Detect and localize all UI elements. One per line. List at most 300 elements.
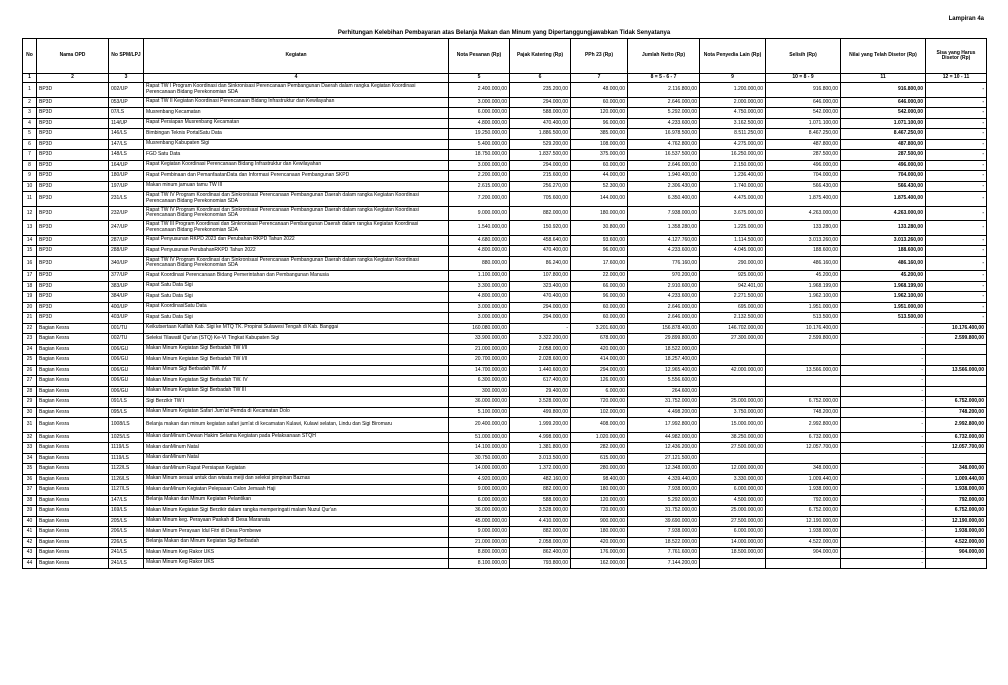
cell-selisih: 3.013.260,00 [766, 235, 841, 246]
table-row [23, 516, 987, 527]
header-cell: Selisih (Rp) [766, 39, 841, 74]
cell-sisa: - [926, 246, 987, 257]
cell-pph: 30.800,00 [571, 221, 628, 236]
cell-lain: 3.675.000,00 [700, 206, 766, 221]
cell-pajak: 2.058.000,00 [510, 537, 571, 548]
cell-sisa: - [926, 129, 987, 140]
cell-setor: 45.200,00 [841, 271, 926, 282]
cell-no: 20 [23, 302, 37, 313]
cell-pajak: 3.528.000,00 [510, 397, 571, 408]
cell-pph: 176.000,00 [571, 548, 628, 559]
cell-pph: 60.000,00 [571, 160, 628, 171]
cell-opd: Bagian Kesra [37, 558, 109, 569]
cell-setor: 3.013.260,00 [841, 235, 926, 246]
cell-lain: 1.740.000,00 [700, 181, 766, 192]
cell-opd: Bagian Kesra [37, 464, 109, 475]
cell-opd: Bagian Kesra [37, 407, 109, 418]
cell-setor: - [841, 386, 926, 397]
table-body [23, 83, 987, 569]
cell-sisa [926, 344, 987, 355]
cell-setor: - [841, 355, 926, 366]
cell-sisa: - [926, 171, 987, 182]
cell-pph: 144.000,00 [571, 192, 628, 207]
cell-lain: 1.225.000,00 [700, 221, 766, 236]
cell-spm: 002/UP [109, 83, 144, 98]
cell-setor: 566.430,00 [841, 181, 926, 192]
cell-nota: 6.000.000,00 [449, 108, 510, 119]
cell-no: 9 [23, 171, 37, 182]
header-cell: Nota Penyedia Lain (Rp) [700, 39, 766, 74]
cell-pph: 180.000,00 [571, 206, 628, 221]
cell-netto: 2.646.000,00 [628, 313, 700, 324]
cell-selisih: 1.875.400,00 [766, 192, 841, 207]
cell-no: 33 [23, 443, 37, 454]
cell-setor: - [841, 537, 926, 548]
cell-spm: 241/LS [109, 548, 144, 559]
cell-keg: Rapat KoordinasiSatu Data [144, 302, 449, 313]
cell-spm: 400/UP [109, 302, 144, 313]
table-row [23, 323, 987, 334]
cell-keg: Rapat TW I Program Koordinasi dan Sinkronisasi Perencanaan Pembangunan Daerah dalam rangka Kegiatan Koordinasi Perencanaan Bidang Perekonomian SDA [144, 83, 449, 98]
cell-netto: 27.121.500,00 [628, 453, 700, 464]
cell-nota: 8.100.000,00 [449, 558, 510, 569]
index-cell: 11 [841, 74, 926, 83]
cell-setor: 916.800,00 [841, 83, 926, 98]
cell-selisih: 916.800,00 [766, 83, 841, 98]
table-row [23, 271, 987, 282]
cell-netto: 16.978.500,00 [628, 129, 700, 140]
table-row [23, 355, 987, 366]
header-cell: Nama OPD [37, 39, 109, 74]
cell-opd: Bagian Kesra [37, 453, 109, 464]
cell-lain: 925.000,00 [700, 271, 766, 282]
cell-keg: Belanja Makan dan Minum Kegiatan Sigi Berbadah [144, 537, 449, 548]
cell-netto: 2.646.000,00 [628, 302, 700, 313]
cell-nota: 5.100.000,00 [449, 407, 510, 418]
header-cell: Nota Pesanan (Rp) [449, 39, 510, 74]
table-row [23, 453, 987, 464]
header-cell: Kegiatan [144, 39, 449, 74]
cell-netto: 970.200,00 [628, 271, 700, 282]
table-row [23, 246, 987, 257]
cell-keg: Makan Minum Kegiatan Sigi Berzikir dalam rangka memperingati malam Nuzul Qur'an [144, 506, 449, 517]
cell-selisih: 45.200,00 [766, 271, 841, 282]
cell-lain: 4.045.000,00 [700, 246, 766, 257]
cell-lain: 2.000.000,00 [700, 97, 766, 108]
cell-sisa: 1.938.000,00 [926, 485, 987, 496]
cell-opd: Bagian Kesra [37, 548, 109, 559]
cell-spm: 053/UP [109, 97, 144, 108]
cell-selisih: 348.000,00 [766, 464, 841, 475]
cell-pajak: 470.400,00 [510, 246, 571, 257]
cell-nota: 14.700.000,00 [449, 365, 510, 376]
index-cell: 10 = 8 - 9 [766, 74, 841, 83]
cell-spm: 001/TU [109, 323, 144, 334]
cell-setor: 188.600,00 [841, 246, 926, 257]
cell-no: 14 [23, 235, 37, 246]
cell-setor: - [841, 418, 926, 433]
cell-spm: 231/LS [109, 192, 144, 207]
cell-netto: 16.537.500,00 [628, 150, 700, 161]
cell-opd: BP3D [37, 129, 109, 140]
cell-keg: Bimbingan Teknis PortalSatu Data [144, 129, 449, 140]
cell-nota: 36.000.000,00 [449, 506, 510, 517]
cell-sisa: - [926, 256, 987, 271]
cell-setor: - [841, 365, 926, 376]
table-row [23, 418, 987, 433]
cell-no: 3 [23, 108, 37, 119]
cell-selisih [766, 386, 841, 397]
cell-pph: 96.000,00 [571, 292, 628, 303]
cell-selisih [766, 558, 841, 569]
table-row [23, 432, 987, 443]
cell-netto: 2.646.000,00 [628, 97, 700, 108]
cell-selisih: 904.000,00 [766, 548, 841, 559]
cell-selisih [766, 344, 841, 355]
cell-nota: 2.200.000,00 [449, 171, 510, 182]
cell-selisih: 704.000,00 [766, 171, 841, 182]
cell-lain: 1.200.000,00 [700, 83, 766, 98]
table-row [23, 292, 987, 303]
cell-lain: 15.000.000,00 [700, 418, 766, 433]
cell-selisih: 1.009.440,00 [766, 474, 841, 485]
cell-pph: 282.000,00 [571, 443, 628, 454]
cell-lain: 695.000,00 [700, 302, 766, 313]
table-row [23, 344, 987, 355]
cell-netto: 4.339.440,00 [628, 474, 700, 485]
cell-pph: 420.000,00 [571, 344, 628, 355]
cell-opd: BP3D [37, 281, 109, 292]
cell-sisa: 2.992.800,00 [926, 418, 987, 433]
cell-spm: 095/LS [109, 407, 144, 418]
cell-spm: 1025/LS [109, 432, 144, 443]
cell-pph: 126.000,00 [571, 376, 628, 387]
cell-lain: 2.150.000,00 [700, 160, 766, 171]
table-row [23, 83, 987, 98]
cell-sisa: - [926, 97, 987, 108]
cell-netto: 4.127.760,00 [628, 235, 700, 246]
cell-setor: - [841, 527, 926, 538]
cell-setor: - [841, 453, 926, 464]
cell-setor: 4.263.000,00 [841, 206, 926, 221]
cell-pajak: 1.381.800,00 [510, 443, 571, 454]
cell-pph: 60.000,00 [571, 313, 628, 324]
cell-opd: BP3D [37, 181, 109, 192]
cell-pph: 120.000,00 [571, 495, 628, 506]
cell-nota: 7.200.000,00 [449, 192, 510, 207]
cell-keg: Musrenbang Kecamatan [144, 108, 449, 119]
cell-nota: 4.920.000,00 [449, 474, 510, 485]
index-cell: 3 [109, 74, 144, 83]
cell-netto: 2.116.800,00 [628, 83, 700, 98]
cell-lain: 6.000.000,00 [700, 527, 766, 538]
table-row [23, 527, 987, 538]
cell-selisih: 287.500,00 [766, 150, 841, 161]
cell-pajak: 3.322.200,00 [510, 334, 571, 345]
cell-opd: Bagian Kesra [37, 418, 109, 433]
cell-keg: Belanja Makan dan Minum Kegiatan Pelantikan [144, 495, 449, 506]
index-cell: 2 [37, 74, 109, 83]
cell-selisih [766, 376, 841, 387]
cell-selisih: 1.071.100,00 [766, 118, 841, 129]
cell-setor: - [841, 506, 926, 517]
cell-pph: 6.000,00 [571, 386, 628, 397]
cell-opd: BP3D [37, 256, 109, 271]
cell-nota: 2.400.000,00 [449, 83, 510, 98]
cell-nota: 160.080.000,00 [449, 323, 510, 334]
cell-nota: 3.000.000,00 [449, 313, 510, 324]
index-cell: 4 [144, 74, 449, 83]
cell-sisa [926, 453, 987, 464]
cell-selisih: 792.000,00 [766, 495, 841, 506]
cell-pajak: 793.800,00 [510, 558, 571, 569]
cell-keg: Rapat TW II Kegiatan Koordinasi Perencanaan Bidang Infrastruktur dan Kewilayahan [144, 97, 449, 108]
cell-no: 15 [23, 246, 37, 257]
cell-pajak: - [510, 323, 571, 334]
document-title: Perhitungan Kelebihan Pembayaran atas Belanja Makan dan Minum yang Dipertanggungjawabkan Tidak Senyatanya [337, 30, 671, 36]
cell-nota: 3.000.000,00 [449, 302, 510, 313]
cell-keg: Makan Minum Keg Rakor UKS [144, 548, 449, 559]
cell-pajak: 3.013.500,00 [510, 453, 571, 464]
cell-selisih: 1.938.000,00 [766, 485, 841, 496]
cell-no: 8 [23, 160, 37, 171]
header-cell: Jumlah Netto (Rp) [628, 39, 700, 74]
table-row [23, 139, 987, 150]
cell-opd: BP3D [37, 313, 109, 324]
index-cell: 5 [449, 74, 510, 83]
cell-sisa: - [926, 292, 987, 303]
index-cell: 9 [700, 74, 766, 83]
cell-setor: - [841, 464, 926, 475]
cell-no: 44 [23, 558, 37, 569]
cell-sisa: - [926, 235, 987, 246]
cell-keg: Makan danMinum Kegiatan Pelepasan Calon Jemaah Haji [144, 485, 449, 496]
cell-no: 41 [23, 527, 37, 538]
cell-no: 34 [23, 453, 37, 464]
table-header-row [23, 39, 987, 74]
cell-no: 42 [23, 537, 37, 548]
cell-netto: 1.358.280,00 [628, 221, 700, 236]
cell-pajak: 150.920,00 [510, 221, 571, 236]
cell-sisa: - [926, 192, 987, 207]
cell-spm: 146/LS [109, 129, 144, 140]
cell-spm: 006/GU [109, 355, 144, 366]
column-index-row [23, 74, 987, 83]
cell-selisih: 1.938.000,00 [766, 527, 841, 538]
cell-opd: Bagian Kesra [37, 355, 109, 366]
table-row [23, 171, 987, 182]
cell-lain: 8.511.250,00 [700, 129, 766, 140]
cell-pph: 280.000,00 [571, 464, 628, 475]
cell-selisih [766, 355, 841, 366]
table-row [23, 365, 987, 376]
cell-pph: 120.000,00 [571, 108, 628, 119]
cell-pajak: 3.528.000,00 [510, 506, 571, 517]
cell-setor: 704.000,00 [841, 171, 926, 182]
cell-nota: 1.540.000,00 [449, 221, 510, 236]
cell-lain: 3.162.500,00 [700, 118, 766, 129]
cell-nota: 4.800.000,00 [449, 118, 510, 129]
cell-opd: BP3D [37, 97, 109, 108]
cell-no: 4 [23, 118, 37, 129]
cell-opd: BP3D [37, 271, 109, 282]
cell-nota: 8.800.000,00 [449, 548, 510, 559]
cell-keg: Rapat TW IV Program Koordinasi dan Sinkronisasi Perencanaan Pembangunan Daerah dalam rangka Kegiatan Koordinasi Perencanaan Bidang Perekonomian SDA [144, 256, 449, 271]
cell-netto: 4.233.600,00 [628, 118, 700, 129]
cell-sisa: 748.200,00 [926, 407, 987, 418]
cell-sisa: 2.599.800,00 [926, 334, 987, 345]
cell-spm: 147/LS [109, 495, 144, 506]
cell-pph: 408.000,00 [571, 418, 628, 433]
cell-setor: - [841, 485, 926, 496]
cell-nota: 4.800.000,00 [449, 246, 510, 257]
cell-pajak: 882.000,00 [510, 485, 571, 496]
cell-pph: 385.000,00 [571, 129, 628, 140]
cell-setor: - [841, 334, 926, 345]
cell-keg: Rapat Penyusunan RKPD 2023 dan Perubahan RKPD Tahun 2022 [144, 235, 449, 246]
cell-pajak: 323.400,00 [510, 281, 571, 292]
cell-no: 24 [23, 344, 37, 355]
cell-keg: Rapat Pembinaan dan PemanfaatanData dan Informasi Perencanaan Pembangunan SKPD [144, 171, 449, 182]
cell-lain: 42.000.000,00 [700, 365, 766, 376]
table-row [23, 506, 987, 517]
cell-nota: 18.750.000,00 [449, 150, 510, 161]
table-row [23, 474, 987, 485]
cell-pph: 420.000,00 [571, 537, 628, 548]
cell-lain: 25.000.000,00 [700, 397, 766, 408]
cell-nota: 19.250.000,00 [449, 129, 510, 140]
cell-pph: 60.000,00 [571, 302, 628, 313]
cell-nota: 1.100.000,00 [449, 271, 510, 282]
cell-spm: 006/GU [109, 365, 144, 376]
cell-opd: Bagian Kesra [37, 365, 109, 376]
cell-nota: 3.300.000,00 [449, 281, 510, 292]
cell-no: 16 [23, 256, 37, 271]
cell-pph: 93.600,00 [571, 235, 628, 246]
cell-spm: 241/LS [109, 558, 144, 569]
table-row [23, 397, 987, 408]
table-row [23, 181, 987, 192]
cell-netto: 7.761.600,00 [628, 548, 700, 559]
cell-lain [700, 376, 766, 387]
cell-setor: 513.500,00 [841, 313, 926, 324]
cell-netto: 12.348.000,00 [628, 464, 700, 475]
cell-opd: BP3D [37, 292, 109, 303]
cell-lain: 6.000.000,00 [700, 485, 766, 496]
cell-pph: 678.000,00 [571, 334, 628, 345]
cell-pph: 108.000,00 [571, 139, 628, 150]
cell-opd: BP3D [37, 139, 109, 150]
cell-lain: 16.250.000,00 [700, 150, 766, 161]
cell-spm: 384/UP [109, 292, 144, 303]
cell-sisa: 6.732.000,00 [926, 432, 987, 443]
cell-no: 21 [23, 313, 37, 324]
cell-spm: 205/LS [109, 516, 144, 527]
cell-selisih: 2.599.800,00 [766, 334, 841, 345]
cell-opd: Bagian Kesra [37, 344, 109, 355]
cell-pph: 66.000,00 [571, 281, 628, 292]
cell-opd: BP3D [37, 83, 109, 98]
cell-nota: 9.000.000,00 [449, 485, 510, 496]
cell-opd: Bagian Kesra [37, 397, 109, 408]
cell-sisa: 348.000,00 [926, 464, 987, 475]
cell-no: 27 [23, 376, 37, 387]
cell-setor: - [841, 376, 926, 387]
cell-setor: 133.280,00 [841, 221, 926, 236]
cell-sisa: - [926, 271, 987, 282]
cell-opd: Bagian Kesra [37, 516, 109, 527]
cell-sisa [926, 386, 987, 397]
cell-lain: 4.500.000,00 [700, 495, 766, 506]
cell-pajak: 1.440.600,00 [510, 365, 571, 376]
cell-pajak: 1.999.200,00 [510, 418, 571, 433]
cell-opd: Bagian Kesra [37, 537, 109, 548]
cell-spm: 180/UP [109, 171, 144, 182]
cell-selisih: 1.968.199,00 [766, 281, 841, 292]
cell-keg: Keikutsertaan Kafilah Kab. Sigi ke MTQ TK. Propinsi Sulawesi Tengah di Kab. Banggai [144, 323, 449, 334]
cell-sisa: - [926, 313, 987, 324]
cell-pajak: 882.000,00 [510, 527, 571, 538]
cell-lain: 1.114.500,00 [700, 235, 766, 246]
table-row [23, 192, 987, 207]
cell-lain: 4.750.000,00 [700, 108, 766, 119]
header-cell: Sisa yang Harus Disetor (Rp) [926, 39, 987, 74]
table-row [23, 443, 987, 454]
cell-selisih: 2.992.800,00 [766, 418, 841, 433]
header-cell: PPh 23 (Rp) [571, 39, 628, 74]
cell-lain [700, 386, 766, 397]
cell-netto: 156.878.400,00 [628, 323, 700, 334]
cell-pph: 180.000,00 [571, 485, 628, 496]
cell-nota: 300.000,00 [449, 386, 510, 397]
cell-sisa: - [926, 108, 987, 119]
cell-opd: Bagian Kesra [37, 323, 109, 334]
cell-spm: 288/UP [109, 246, 144, 257]
cell-selisih: 133.280,00 [766, 221, 841, 236]
cell-sisa: - [926, 281, 987, 292]
cell-nota: 2.615.000,00 [449, 181, 510, 192]
cell-keg: Rapat Kegiatan Koordinasi Perencanaan Bidang Infrastruktur dan Kewilayahan [144, 160, 449, 171]
cell-no: 40 [23, 516, 37, 527]
cell-pajak: 294.000,00 [510, 313, 571, 324]
cell-netto: 4.233.600,00 [628, 246, 700, 257]
cell-keg: Rapat TW IV Program Koordinasi dan Sinkronisasi Perencanaan Pembangunan Daerah dalam rangka Kegiatan Koordinasi Perencanaan Bidang Perekonomian SDA [144, 206, 449, 221]
table-row [23, 334, 987, 345]
cell-selisih: 4.522.000,00 [766, 537, 841, 548]
cell-sisa: - [926, 150, 987, 161]
cell-sisa: 792.000,00 [926, 495, 987, 506]
cell-selisih: 1.962.100,00 [766, 292, 841, 303]
cell-nota: 20.700.000,00 [449, 355, 510, 366]
cell-selisih: 513.500,00 [766, 313, 841, 324]
table-row [23, 495, 987, 506]
cell-selisih: 8.467.250,00 [766, 129, 841, 140]
cell-keg: Musrenbang Kabupaten Sigi [144, 139, 449, 150]
cell-keg: Makan minum jamuan tamu TW III [144, 181, 449, 192]
table-row [23, 376, 987, 387]
cell-spm: 169/LS [109, 506, 144, 517]
cell-keg: Makan Minum Kegiatan Sigi Berbadah TW. IV [144, 376, 449, 387]
table-row [23, 302, 987, 313]
table-row [23, 558, 987, 569]
cell-nota: 4.800.000,00 [449, 292, 510, 303]
cell-pph: 1.020.000,00 [571, 432, 628, 443]
cell-selisih: 6.752.000,00 [766, 506, 841, 517]
cell-no: 5 [23, 129, 37, 140]
cell-keg: Rapat Satu Data Sigi [144, 292, 449, 303]
cell-pajak: 705.600,00 [510, 192, 571, 207]
cell-pajak: 529.200,00 [510, 139, 571, 150]
